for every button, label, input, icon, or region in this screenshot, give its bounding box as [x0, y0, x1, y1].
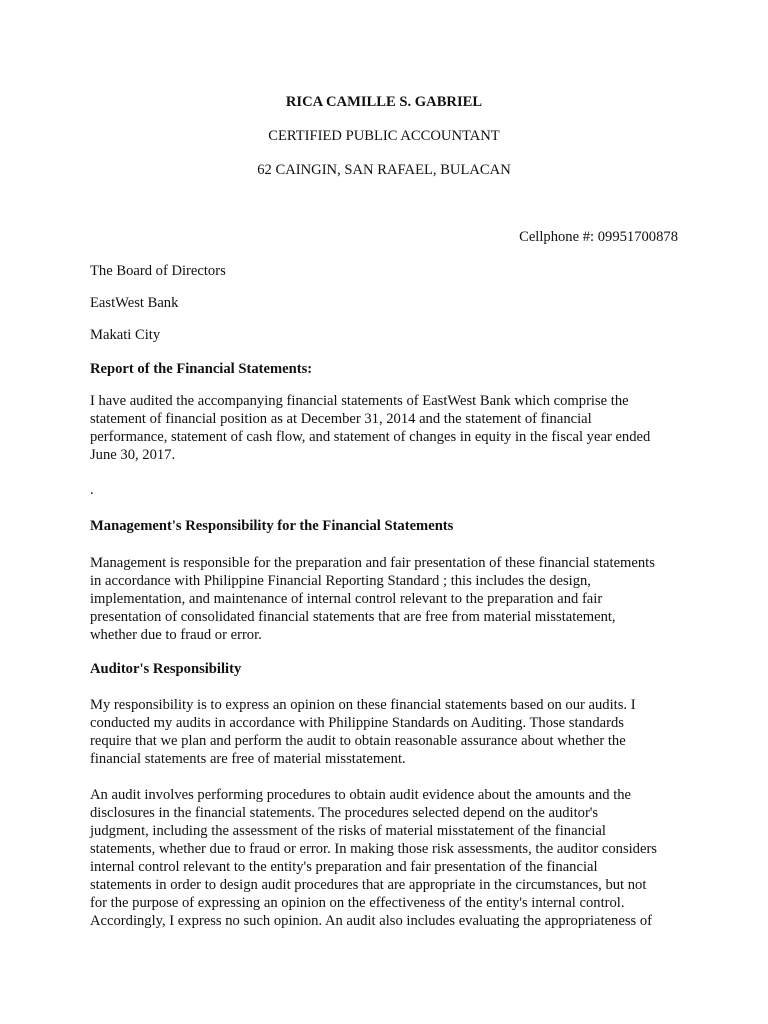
text-line: implementation, and maintenance of internal control relevant to the preparation and fair [90, 591, 603, 607]
text-line: I have audited the accompanying financial statements of EastWest Bank which comprise the [90, 393, 629, 409]
report-heading: Report of the Financial Statements: [90, 361, 313, 377]
text-line: require that we plan and perform the audit to obtain reasonable assurance about whether the [90, 733, 626, 749]
management-heading: Management's Responsibility for the Financial Statements [90, 518, 454, 534]
text-line: An audit involves performing procedures to obtain audit evidence about the amounts and the [90, 787, 632, 803]
text-line: June 30, 2017. [90, 447, 176, 463]
letterhead-name: RICA CAMILLE S. GABRIEL [285, 94, 483, 110]
letterhead-title: CERTIFIED PUBLIC ACCOUNTANT [268, 128, 500, 144]
text-line: in accordance with Philippine Financial Reporting Standard ; this includes the design, [90, 573, 591, 589]
text-line: disclosures in the financial statements. The procedures selected depend on the auditor's [90, 805, 599, 821]
text-line: whether due to fraud or error. [90, 627, 262, 643]
text-line: internal control relevant to the entity's preparation and fair presentation of the financial [90, 859, 598, 875]
text-line: financial statements are free of material misstatement. [90, 751, 406, 767]
letterhead-address: 62 CAINGIN, SAN RAFAEL, BULACAN [257, 162, 511, 178]
text-line: statements, whether due to fraud or error. In making those risk assessments, the auditor considers [90, 841, 657, 857]
text-line: presentation of consolidated financial statements that are free from material misstatement, [90, 609, 616, 625]
text-line: My responsibility is to express an opinion on these financial statements based on our audits. I [90, 697, 636, 713]
text-line: statement of financial position as at December 31, 2014 and the statement of financial [90, 411, 592, 427]
cellphone-number: Cellphone #: 09951700878 [519, 229, 678, 245]
text-line: statements in order to design audit procedures that are appropriate in the circumstances, but not [90, 877, 647, 893]
text-line: for the purpose of expressing an opinion on the effectiveness of the entity's internal control. [90, 895, 625, 911]
text-line: performance, statement of cash flow, and statement of changes in equity in the fiscal year ended [90, 429, 651, 445]
auditor-heading: Auditor's Responsibility [90, 661, 242, 677]
text-line: judgment, including the assessment of the risks of material misstatement of the financial [90, 823, 606, 839]
auditor-paragraph-2 [90, 786, 690, 930]
report-paragraph [90, 392, 690, 464]
text-line: conducted my audits in accordance with Philippine Standards on Auditing. Those standards [90, 715, 624, 731]
text-line: Accordingly, I express no such opinion. An audit also includes evaluating the appropriateness of [90, 913, 652, 929]
recipient-line-1: The Board of Directors [90, 263, 226, 279]
text-line: Management is responsible for the preparation and fair presentation of these financial statements [90, 555, 655, 571]
recipient-line-2: EastWest Bank [90, 295, 179, 311]
recipient-line-3: Makati City [90, 327, 161, 343]
management-paragraph [90, 554, 690, 644]
report-dot: . [90, 482, 94, 498]
auditor-paragraph-1 [90, 696, 690, 768]
